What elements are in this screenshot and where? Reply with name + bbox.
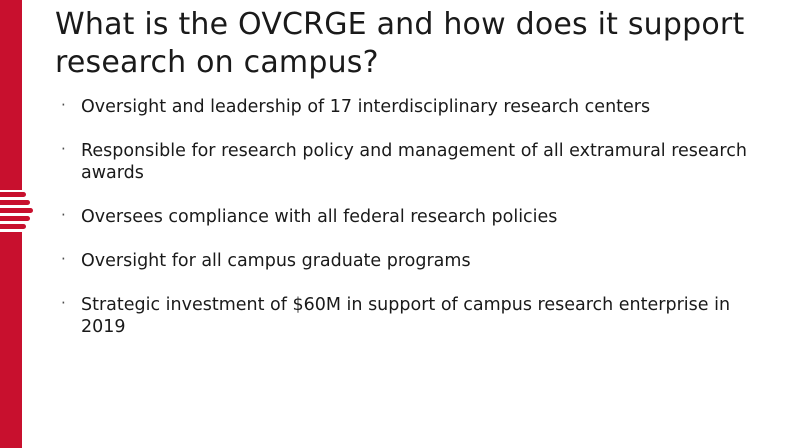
list-item-text: Responsible for research policy and management of all extramural research awards [81, 141, 747, 184]
list-item [55, 206, 770, 228]
bullet-marker-icon: · [61, 140, 66, 159]
list-item [55, 250, 770, 272]
list-item-text: Oversees compliance with all federal research policies [81, 207, 558, 228]
list-item [55, 96, 770, 118]
decorative-stripes [0, 190, 40, 232]
bullet-marker-icon: · [61, 206, 66, 225]
bullet-list [55, 96, 770, 338]
stripe-4 [0, 216, 30, 221]
left-accent-bar-top [0, 0, 22, 190]
list-item-text: Oversight for all campus graduate programs [81, 251, 471, 272]
list-item-text: Strategic investment of $60M in support of campus research enterprise in 2019 [81, 295, 731, 338]
bullet-marker-icon: · [61, 294, 66, 313]
stripe-5 [0, 224, 26, 229]
bullet-marker-icon: · [61, 250, 66, 269]
stripe-3 [0, 208, 33, 213]
left-accent-bar-bottom [0, 232, 22, 448]
stripe-2 [0, 200, 30, 205]
bullet-marker-icon: · [61, 96, 66, 115]
list-item-text: Oversight and leadership of 17 interdisciplinary research centers [81, 97, 651, 118]
list-item [55, 294, 770, 338]
slide-title: What is the OVCRGE and how does it support research on campus? [55, 7, 745, 81]
list-item [55, 140, 770, 184]
stripe-1 [0, 192, 26, 197]
slide-content [55, 6, 770, 339]
